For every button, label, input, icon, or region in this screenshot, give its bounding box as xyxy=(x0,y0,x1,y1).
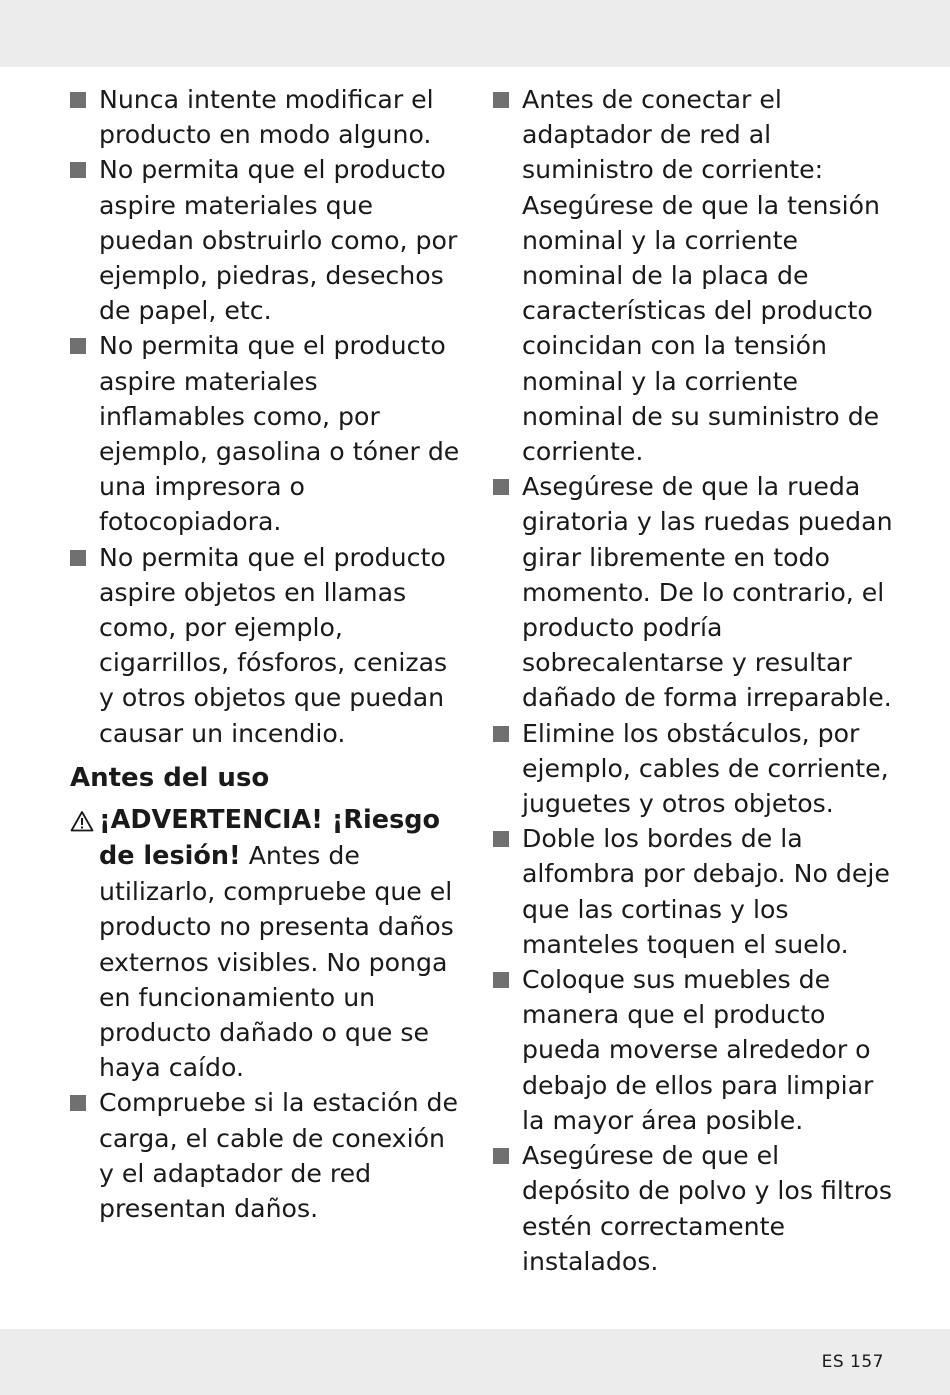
warning-label: ¡ADVERTENCIA! ¡Riesgo de lesión! xyxy=(99,804,441,872)
square-bullet-icon xyxy=(70,162,86,178)
header-band xyxy=(0,0,950,67)
list-item-text: Asegúrese de que la rueda giratoria y las ruedas puedan girar libremente en todo momento. De lo contrario, el producto podría sobrecalentarse y resultar dañado de forma irreparable. xyxy=(522,472,893,713)
left-column xyxy=(70,82,465,1226)
square-bullet-icon xyxy=(493,1148,509,1164)
list-item-text: Asegúrese de que el depósito de polvo y los filtros estén correctamente instalados. xyxy=(522,1141,893,1276)
warning-item xyxy=(70,802,465,1086)
square-bullet-icon xyxy=(70,338,86,354)
footer-band xyxy=(0,1329,950,1395)
warning-text: Antes de utilizarlo, compruebe que el producto no presenta daños externos visibles. No ponga en funcionamiento un producto dañado o que se haya caído. xyxy=(99,841,454,1083)
square-bullet-icon xyxy=(70,550,86,566)
right-column xyxy=(493,82,893,1279)
list-item xyxy=(493,1138,893,1279)
page-number: ES 157 xyxy=(821,1352,884,1372)
list-item xyxy=(493,821,893,962)
square-bullet-icon xyxy=(493,726,509,742)
list-item xyxy=(493,962,893,1138)
list-item-text: No permita que el producto aspire materiales que puedan obstruirlo como, por ejemplo, piedras, desechos de papel, etc. xyxy=(99,155,458,326)
list-item-text: Elimine los obstáculos, por ejemplo, cables de corriente, juguetes y otros objetos. xyxy=(522,718,889,819)
list-item xyxy=(70,1085,465,1226)
warning-triangle-icon xyxy=(70,810,94,832)
section-heading: Antes del uso xyxy=(70,762,270,793)
list-item-text: Nunca intente modificar el producto en modo alguno. xyxy=(99,85,434,150)
square-bullet-icon xyxy=(493,972,509,988)
list-item xyxy=(493,716,893,822)
list-item xyxy=(70,328,465,539)
list-item xyxy=(70,82,465,152)
square-bullet-icon xyxy=(70,92,86,108)
list-item-text: No permita que el producto aspire materiales inflamables como, por ejemplo, gasolina o tóner de una impresora o fotocopiadora. xyxy=(99,331,460,537)
square-bullet-icon xyxy=(70,1095,86,1111)
list-item-text: Doble los bordes de la alfombra por debajo. No deje que las cortinas y los manteles toquen el suelo. xyxy=(522,824,890,959)
list-item xyxy=(493,82,893,469)
list-item xyxy=(70,540,465,751)
square-bullet-icon xyxy=(493,92,509,108)
list-item xyxy=(493,469,893,715)
square-bullet-icon xyxy=(493,479,509,495)
list-item-text: Coloque sus muebles de manera que el producto pueda moverse alrededor o debajo de ellos para limpiar la mayor área posible. xyxy=(522,965,874,1135)
list-item-text: No permita que el producto aspire objetos en llamas como, por ejemplo, cigarrillos, fósforos, cenizas y otros objetos que puedan causar un incendio. xyxy=(99,542,448,748)
square-bullet-icon xyxy=(493,831,509,847)
list-item-text: Compruebe si la estación de carga, el cable de conexión y el adaptador de red presentan daños. xyxy=(99,1088,459,1224)
list-item-text: Antes de conectar el adaptador de red al suministro de corriente: Asegúrese de que la tensión nominal y la corriente nominal de la placa de características del producto coincidan con la tensión nominal y la corriente nominal de su suministro de corriente. xyxy=(522,85,880,467)
list-item xyxy=(70,152,465,328)
